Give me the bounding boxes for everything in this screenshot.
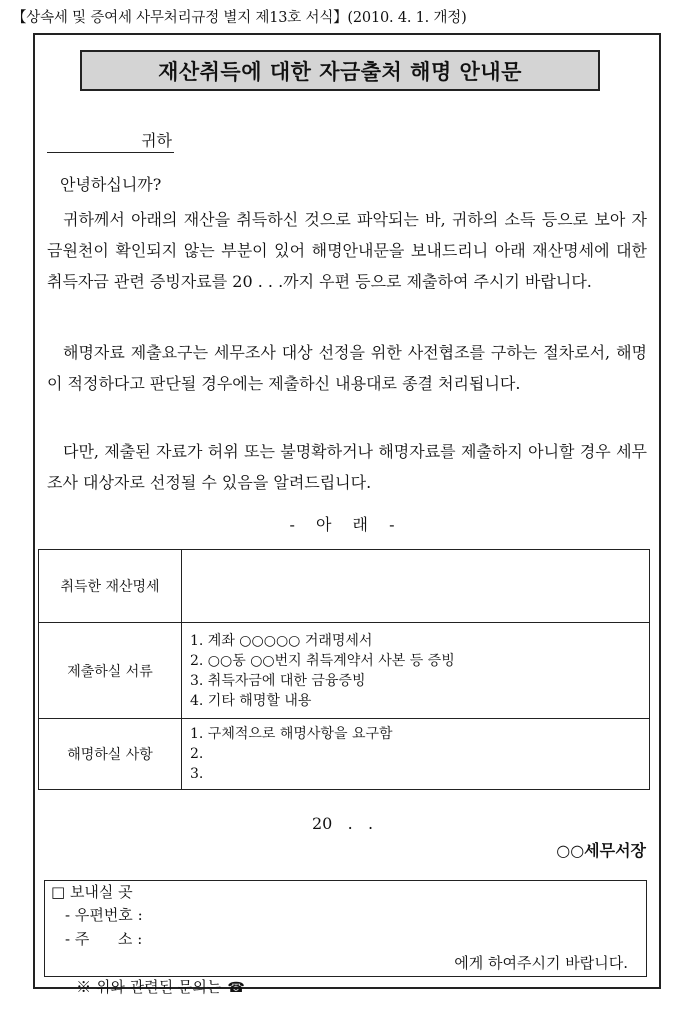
tax-office-head: ○○세무서장: [556, 841, 646, 860]
addressee-line[interactable]: [47, 130, 174, 153]
list-item: 4. 기타 해명할 내용: [190, 692, 312, 709]
inquiry-note-text: ※ 위와 관련된 문의는: [76, 978, 222, 996]
issue-date: 20 . .: [312, 814, 374, 833]
list-item: 3.: [190, 766, 204, 782]
acquired-assets-field[interactable]: [182, 550, 650, 623]
explanations-list: [182, 719, 650, 790]
label-explanations: 해명하실 사항: [39, 719, 182, 790]
list-item: 2. ○○동 ○○번지 취득계약서 사본 등 증빙: [190, 652, 455, 669]
documents-list: [182, 623, 650, 719]
form-header: 【상속세 및 증여세 사무처리규정 별지 제13호 서식】(2010. 4. 1. 개정): [12, 10, 467, 26]
inquiry-note-end: 에게 하여주시기 바랍니다.: [454, 954, 628, 972]
document-title: 재산취득에 대한 자금출처 해명 안내문: [80, 50, 600, 91]
paragraph-1: 귀하께서 아래의 재산을 취득하신 것으로 파악되는 바, 귀하의 소득 등으로 보아 자금원천이 확인되지 않는 부분이 있어 해명안내문을 보내드리니 아래 재산명세에 대한 취득자금 관련 증빙자료를 20 . . .까지 우편 등으로 제출하여 주시기 바랍니다.: [47, 210, 647, 291]
list-item: 1. 계좌 ○○○○○ 거래명세서: [190, 632, 373, 649]
address-label: - 주 소 :: [65, 930, 143, 948]
greeting: 안녕하십니까?: [60, 175, 162, 194]
asset-info-table: [38, 549, 650, 790]
sender-heading: □ 보내실 곳: [51, 883, 133, 901]
postal-code-label: - 우편번호 :: [65, 906, 143, 924]
sender-box: [44, 880, 647, 996]
list-item: 3. 취득자금에 대한 금융증빙: [190, 672, 366, 689]
table-row: [39, 623, 650, 719]
addressee-suffix: 귀하: [141, 131, 172, 150]
label-documents: 제출하실 서류: [39, 623, 182, 719]
below-label: - 아 래 -: [289, 515, 395, 534]
phone-icon: ☎: [227, 980, 245, 996]
list-item: 2.: [190, 746, 204, 762]
inquiry-note: [57, 951, 245, 1024]
paragraph-3: 다만, 제출된 자료가 허위 또는 불명확하거나 해명자료를 제출하지 아니할 경우 세무조사 대상자로 선정될 수 있음을 알려드립니다.: [47, 442, 647, 492]
paragraph-2: 해명자료 제출요구는 세무조사 대상 선정을 위한 사전협조를 구하는 절차로서, 해명이 적정하다고 판단될 경우에는 제출하신 내용대로 종결 처리됩니다.: [47, 343, 647, 393]
table-row: [39, 550, 650, 623]
table-row: [39, 719, 650, 790]
label-acquired-assets: 취득한 재산명세: [39, 550, 182, 623]
list-item: 1. 구체적으로 해명사항을 요구함: [190, 726, 393, 742]
